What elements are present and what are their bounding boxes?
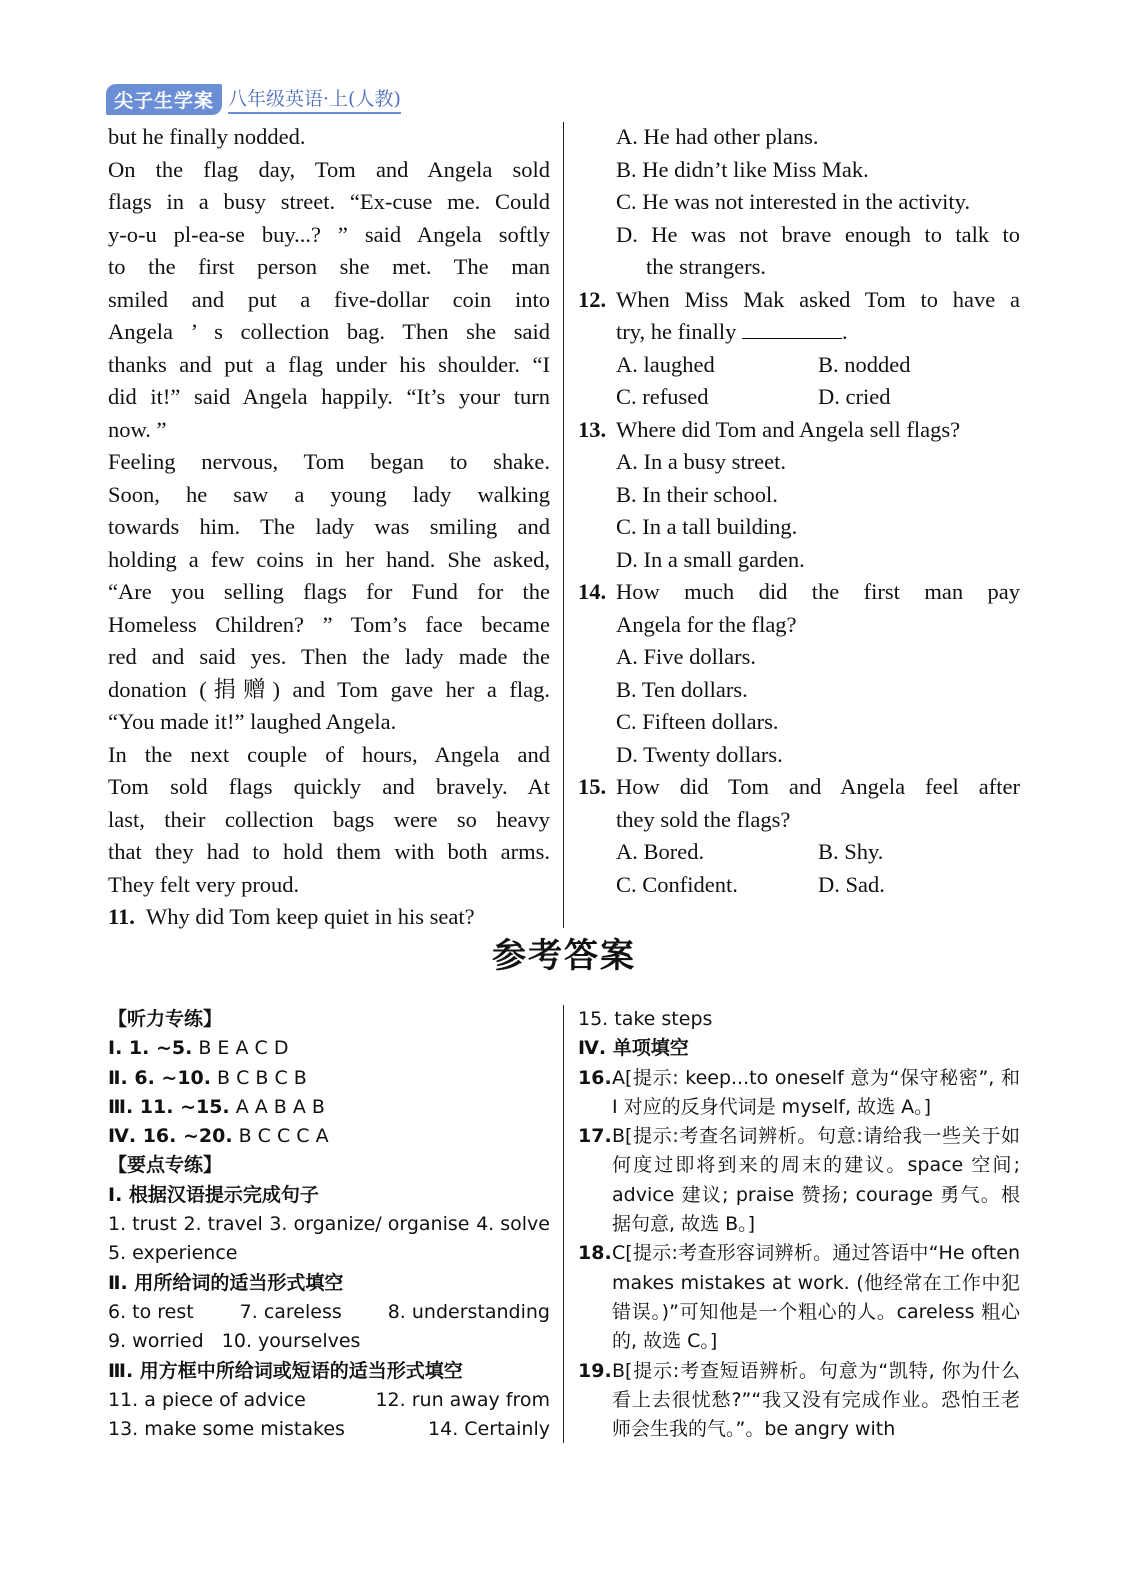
answer-line <box>108 1064 550 1093</box>
option: A. Bored. <box>616 839 705 864</box>
question-15 <box>578 771 1020 804</box>
column-divider-top <box>563 122 564 928</box>
answer-hint-17 <box>578 1122 1020 1239</box>
answer-item: 1. trust <box>108 1213 177 1236</box>
answer-range: Ⅲ. 11. ~15. <box>108 1095 230 1118</box>
option: D. In a small garden. <box>616 546 805 572</box>
question-text-cont: they sold the flags? <box>616 806 791 832</box>
answer-line <box>108 1122 550 1151</box>
question-text: How much did the first man pay <box>616 579 1020 604</box>
answer-row <box>108 1298 550 1327</box>
answer-item: 15. take steps <box>578 1008 713 1030</box>
answer-hint-18 <box>578 1239 1020 1356</box>
question-number: 15. <box>578 774 607 799</box>
question-12 <box>578 284 1020 317</box>
question-text: Why did Tom keep quiet in his seat? <box>146 904 475 929</box>
passage-line: On the flag day, Tom and Angela sold <box>108 156 550 182</box>
passage-line: thanks and put a flag under his shoulder. “I <box>108 351 550 377</box>
hint-text: B[提示:考查名词辨析。句意:请给我一些关于如何度过即将到来的周末的建议。space 空间; advice 建议; praise 赞扬; courage 勇气。根据句意, 故选 B。] <box>612 1125 1020 1236</box>
passage-line: but he finally nodded. <box>108 124 306 149</box>
option: A. Five dollars. <box>616 644 756 669</box>
passage-line: towards him. The lady was smiling and <box>108 514 550 539</box>
answer-item: 14. Certainly <box>428 1418 550 1441</box>
answer-item: 3. organize/ organise <box>269 1213 470 1236</box>
question-text: try, he finally <box>616 319 737 344</box>
answer-item: 10. yourselves <box>221 1330 361 1353</box>
option: D. Sad. <box>818 871 885 897</box>
question-12-cont <box>616 316 1020 349</box>
passage-line: Soon, he saw a young lady walking <box>108 481 550 507</box>
answer-row <box>108 1386 550 1415</box>
passage-line: red and said yes. Then the lady made the <box>108 644 550 669</box>
answer-hint-16 <box>578 1064 1020 1123</box>
passage-line: that they had to hold them with both arms. <box>108 839 550 864</box>
column-divider-bottom <box>563 1005 564 1443</box>
option-row <box>616 349 1020 382</box>
option: B. He didn’t like Miss Mak. <box>616 156 869 182</box>
option-continued: the strangers. <box>646 254 766 279</box>
passage-line: y-o-u pl-ea-se buy...? ” said Angela softly <box>108 221 550 247</box>
answer-values: A A B A B <box>235 1095 325 1118</box>
subsection-heading: Ⅰ. 根据汉语提示完成句子 <box>108 1183 319 1206</box>
question-text: Where did Tom and Angela sell flags? <box>616 416 961 442</box>
page-header <box>106 84 401 114</box>
hint-text: A[提示: keep...to oneself 意为“保守秘密”, 和 I 对应的反身代词是 myself, 故选 A。] <box>612 1066 1020 1118</box>
hint-number: 16. <box>578 1066 612 1089</box>
answer-blank <box>742 316 842 339</box>
answer-item: 5. experience <box>108 1242 238 1265</box>
question-number: 12. <box>578 286 607 312</box>
option: A. In a busy street. <box>616 449 786 474</box>
answer-values: B E A C D <box>198 1037 289 1060</box>
option: A. laughed <box>616 351 715 377</box>
option: B. Shy. <box>818 839 884 864</box>
option-row <box>616 869 1020 902</box>
option: C. In a tall building. <box>616 514 798 539</box>
answers-left <box>108 1005 550 1444</box>
section-heading: 【听力专练】 <box>108 1008 223 1030</box>
option: D. Twenty dollars. <box>616 741 783 767</box>
answer-row <box>108 1327 550 1356</box>
question-text-cont: Angela for the flag? <box>616 611 797 637</box>
passage-line: to the first person she met. The man <box>108 254 550 279</box>
question-number: 13. <box>578 416 607 442</box>
answer-item: 9. worried <box>108 1330 204 1353</box>
answer-line <box>108 1093 550 1122</box>
hint-number: 18. <box>578 1242 612 1265</box>
option: C. He was not interested in the activity. <box>616 189 971 214</box>
passage-line: In the next couple of hours, Angela and <box>108 741 550 767</box>
answers-title: 参考答案 <box>492 936 636 976</box>
option: C. Fifteen dollars. <box>616 709 779 734</box>
passage-line: Angela ’ s collection bag. Then she said <box>108 319 550 344</box>
passage-line: holding a few coins in her hand. She asked, <box>108 546 550 572</box>
passage-line: Homeless Children? ” Tom’s face became <box>108 611 550 637</box>
subsection-heading: Ⅳ. 单项填空 <box>578 1037 689 1060</box>
question-number: 11. <box>108 904 135 929</box>
answer-line <box>108 1034 550 1063</box>
hint-number: 17. <box>578 1125 612 1148</box>
option: A. He had other plans. <box>616 124 819 149</box>
answer-range: Ⅱ. 6. ~10. <box>108 1066 211 1089</box>
answer-item: 13. make some mistakes <box>108 1418 345 1441</box>
option-row <box>616 381 1020 414</box>
question-13 <box>578 414 1020 447</box>
answer-item: 6. to rest <box>108 1300 194 1323</box>
answer-item: 8. understanding <box>387 1300 550 1323</box>
reading-passage <box>108 121 550 934</box>
passage-line: They felt very proud. <box>108 871 300 897</box>
section-heading: 【要点专练】 <box>108 1154 223 1177</box>
passage-line: flags in a busy street. “Ex-cuse me. Could <box>108 189 550 214</box>
questions-column <box>578 121 1020 901</box>
answer-item: 11. a piece of advice <box>108 1388 306 1411</box>
question-number: 14. <box>578 579 607 604</box>
option-row <box>616 836 1020 869</box>
question-text: When Miss Mak asked Tom to have a <box>616 286 1020 312</box>
option: B. In their school. <box>616 481 778 507</box>
answer-item: 4. solve <box>476 1213 550 1236</box>
answer-hint-19 <box>578 1357 1020 1445</box>
answer-range: Ⅰ. 1. ~5. <box>108 1037 193 1060</box>
subsection-heading: Ⅱ. 用所给词的适当形式填空 <box>108 1271 344 1294</box>
book-subtitle: 八年级英语·上(人教) <box>228 84 401 114</box>
answer-item: 2. travel <box>183 1213 263 1236</box>
hint-text: C[提示:考查形容词辨析。通过答语中“He often makes mistakes at work. (他经常在工作中犯错误。)”可知他是一个粗心的人。careless 粗心的, 故选 C。] <box>612 1242 1020 1353</box>
question-text: How did Tom and Angela feel after <box>616 774 1020 799</box>
passage-line: Feeling nervous, Tom began to shake. <box>108 449 550 474</box>
option: C. refused <box>616 384 709 409</box>
answer-row <box>108 1415 550 1444</box>
answer-item: 7. careless <box>239 1300 342 1323</box>
option: D. He was not brave enough to talk to <box>616 221 1020 247</box>
option: B. Ten dollars. <box>616 676 748 702</box>
subsection-heading: Ⅲ. 用方框中所给词或短语的适当形式填空 <box>108 1359 463 1382</box>
answer-row <box>108 1210 550 1239</box>
answers-right <box>578 1005 1020 1444</box>
passage-line: now. ” <box>108 416 167 442</box>
hint-text: B[提示:考查短语辨析。句意为“凯特, 你为什么看上去很忧愁?”“我又没有完成作业。恐怕王老师会生我的气。”。be angry with <box>612 1359 1020 1441</box>
passage-line: smiled and put a five-dollar coin into <box>108 286 550 312</box>
answer-range: Ⅳ. 16. ~20. <box>108 1125 233 1148</box>
series-badge: 尖子生学案 <box>106 84 222 115</box>
answer-values: B C C C A <box>238 1125 329 1148</box>
passage-line: did it!” said Angela happily. “It’s your turn <box>108 384 550 409</box>
hint-number: 19. <box>578 1359 612 1382</box>
passage-line: “Are you selling flags for Fund for the <box>108 579 550 604</box>
question-text: . <box>842 319 848 344</box>
passage-line: donation (捐赠) and Tom gave her a flag. <box>108 676 550 702</box>
answer-item: 12. run away from <box>375 1388 550 1411</box>
option: B. nodded <box>818 351 911 377</box>
passage-line: last, their collection bags were so heavy <box>108 806 550 832</box>
question-14 <box>578 576 1020 609</box>
answer-values: B C B C B <box>217 1066 307 1089</box>
option: D. cried <box>818 384 891 409</box>
passage-line: “You made it!” laughed Angela. <box>108 709 397 734</box>
passage-line: Tom sold flags quickly and bravely. At <box>108 774 550 799</box>
option: C. Confident. <box>616 871 738 897</box>
